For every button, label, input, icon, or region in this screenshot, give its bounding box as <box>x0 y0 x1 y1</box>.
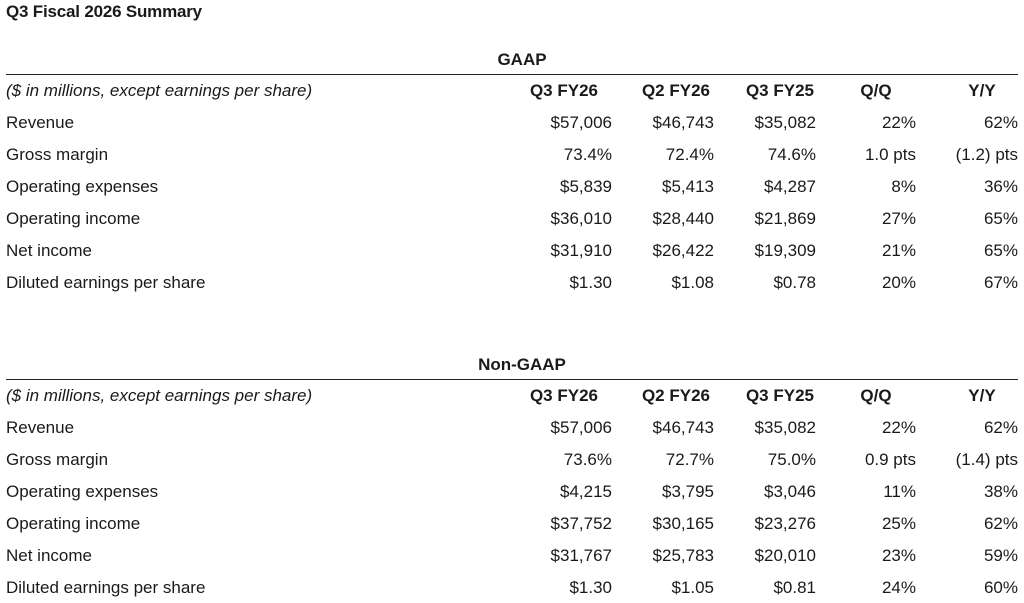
column-header-q3-fy26: Q3 FY26 <box>529 81 598 100</box>
cell-q3-fy25: 75.0% <box>767 450 816 469</box>
cell-qq: 22% <box>881 418 916 437</box>
cell-qq: 25% <box>881 514 916 533</box>
cell-yy: 36% <box>983 177 1018 196</box>
column-header-q2-fy26: Q2 FY26 <box>641 386 710 405</box>
non-gaap-table <box>6 380 1018 603</box>
cell-q2-fy26: 72.4% <box>665 145 714 164</box>
row-label: Net income <box>6 241 92 260</box>
cell-q2-fy26: $46,743 <box>652 418 714 437</box>
column-header-q2-fy26: Q2 FY26 <box>641 81 710 100</box>
cell-yy: (1.2) pts <box>955 145 1018 164</box>
cell-yy: 65% <box>983 241 1018 260</box>
row-label: Net income <box>6 546 92 565</box>
cell-qq: 8% <box>891 177 916 196</box>
table-header-row <box>6 75 1018 107</box>
cell-q2-fy26: $30,165 <box>652 514 714 533</box>
column-header-qq: Q/Q <box>860 81 892 100</box>
cell-q2-fy26: $5,413 <box>662 177 714 196</box>
cell-q3-fy26: $36,010 <box>550 209 612 228</box>
cell-yy: 67% <box>983 273 1018 292</box>
cell-qq: 11% <box>883 482 916 501</box>
cell-q2-fy26: $28,440 <box>652 209 714 228</box>
cell-q3-fy25: $19,309 <box>754 241 816 260</box>
column-header-q3-fy25: Q3 FY25 <box>745 386 814 405</box>
cell-qq: 23% <box>881 546 916 565</box>
cell-q3-fy26: $1.30 <box>569 273 612 292</box>
cell-q3-fy25: $0.81 <box>773 578 816 597</box>
row-label: Operating expenses <box>6 177 159 196</box>
section-heading-gaap: GAAP <box>497 50 547 69</box>
table-row <box>6 572 1018 603</box>
cell-q3-fy25: $20,010 <box>754 546 816 565</box>
table-row <box>6 139 1018 171</box>
cell-q2-fy26: $25,783 <box>652 546 714 565</box>
column-header-q3-fy25: Q3 FY25 <box>745 81 814 100</box>
cell-qq: 24% <box>881 578 916 597</box>
cell-q2-fy26: $3,795 <box>662 482 714 501</box>
cell-qq: 22% <box>881 113 916 132</box>
table-header-row <box>6 380 1018 412</box>
cell-q3-fy25: $23,276 <box>754 514 816 533</box>
table-row <box>6 235 1018 267</box>
non-gaap-section <box>0 353 1024 603</box>
cell-q3-fy26: $57,006 <box>550 113 612 132</box>
table-row <box>6 540 1018 572</box>
cell-yy: (1.4) pts <box>955 450 1018 469</box>
column-header-description: ($ in millions, except earnings per share) <box>6 81 313 100</box>
cell-yy: 60% <box>983 578 1018 597</box>
cell-q2-fy26: $1.05 <box>671 578 714 597</box>
cell-qq: 21% <box>881 241 916 260</box>
cell-q3-fy25: $21,869 <box>754 209 816 228</box>
cell-q3-fy26: $5,839 <box>560 177 612 196</box>
row-label: Revenue <box>6 113 75 132</box>
cell-qq: 20% <box>881 273 916 292</box>
table-row <box>6 267 1018 299</box>
cell-yy: 62% <box>983 418 1018 437</box>
column-header-q3-fy26: Q3 FY26 <box>529 386 598 405</box>
cell-q2-fy26: $46,743 <box>652 113 714 132</box>
gaap-section <box>0 48 1024 299</box>
table-row <box>6 476 1018 508</box>
row-label: Gross margin <box>6 450 109 469</box>
section-heading-non-gaap: Non-GAAP <box>478 355 566 374</box>
table-row <box>6 444 1018 476</box>
cell-q3-fy26: $1.30 <box>569 578 612 597</box>
cell-qq: 1.0 pts <box>864 145 916 164</box>
row-label: Diluted earnings per share <box>6 273 206 292</box>
cell-q3-fy26: $37,752 <box>550 514 612 533</box>
column-header-yy: Y/Y <box>968 81 996 100</box>
row-label: Operating income <box>6 209 141 228</box>
table-row <box>6 508 1018 540</box>
cell-q3-fy25: $35,082 <box>754 418 816 437</box>
row-label: Revenue <box>6 418 75 437</box>
table-row <box>6 203 1018 235</box>
row-label: Operating expenses <box>6 482 159 501</box>
column-header-qq: Q/Q <box>860 386 892 405</box>
cell-q3-fy26: $4,215 <box>560 482 612 501</box>
cell-qq: 0.9 pts <box>864 450 916 469</box>
cell-qq: 27% <box>881 209 916 228</box>
page-title: Q3 Fiscal 2026 Summary <box>6 2 202 21</box>
cell-q2-fy26: $1.08 <box>671 273 714 292</box>
cell-q3-fy25: $4,287 <box>764 177 816 196</box>
column-header-description: ($ in millions, except earnings per share) <box>6 386 313 405</box>
cell-yy: 38% <box>983 482 1018 501</box>
cell-q3-fy26: $31,767 <box>550 546 612 565</box>
row-label: Operating income <box>6 514 141 533</box>
cell-q3-fy25: $35,082 <box>754 113 816 132</box>
cell-yy: 62% <box>983 113 1018 132</box>
gaap-table <box>6 75 1018 299</box>
column-header-yy: Y/Y <box>968 386 996 405</box>
table-row <box>6 107 1018 139</box>
row-label: Gross margin <box>6 145 109 164</box>
cell-q3-fy25: 74.6% <box>767 145 816 164</box>
cell-q3-fy26: $31,910 <box>550 241 612 260</box>
cell-q3-fy25: $3,046 <box>764 482 816 501</box>
table-row <box>6 171 1018 203</box>
cell-yy: 62% <box>983 514 1018 533</box>
cell-yy: 65% <box>983 209 1018 228</box>
row-label: Diluted earnings per share <box>6 578 206 597</box>
cell-q3-fy26: $57,006 <box>550 418 612 437</box>
cell-q3-fy26: 73.4% <box>563 145 612 164</box>
cell-yy: 59% <box>983 546 1018 565</box>
cell-q2-fy26: $26,422 <box>652 241 714 260</box>
table-row <box>6 412 1018 444</box>
cell-q3-fy26: 73.6% <box>563 450 612 469</box>
cell-q2-fy26: 72.7% <box>665 450 714 469</box>
cell-q3-fy25: $0.78 <box>773 273 816 292</box>
